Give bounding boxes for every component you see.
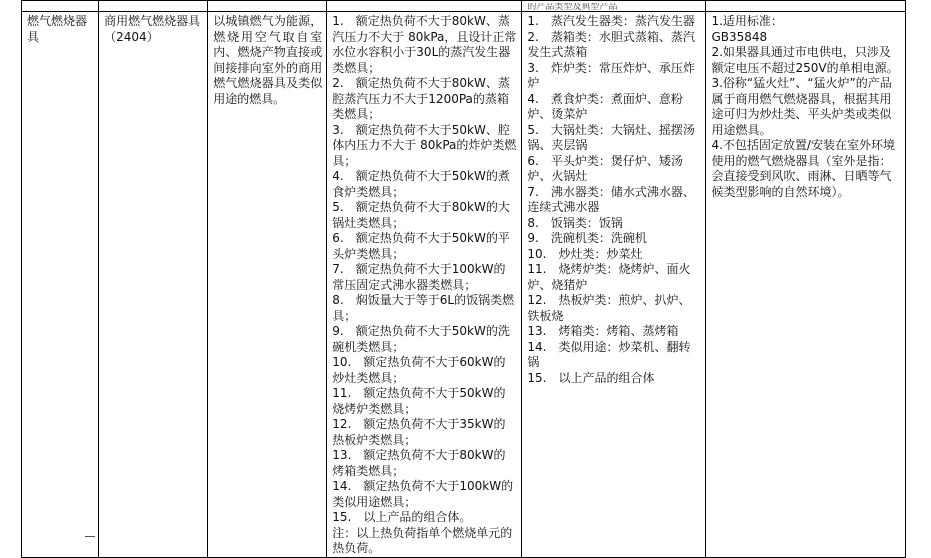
scope-cell xyxy=(327,12,522,558)
table-row-top-strip xyxy=(22,1,906,12)
top-strip-fragment: 的产品类型及典型产品 xyxy=(527,3,618,11)
note-item: 3.俗称“猛火灶”、“猛火炉”的产品属于商用燃气燃烧器具，根据其用途可归为炒灶类、平头炉类或类似用途燃具。 xyxy=(711,76,892,137)
note-item: 4.不包括固定放置/安装在室外环境使用的燃气燃烧器具（室外是指：会直接受到风吹、雨淋、日晒等气候类型影响的自然环境）。 xyxy=(711,138,895,199)
product-item: 10. 炒灶类：炒菜灶 xyxy=(527,246,643,261)
product-item: 14. 类似用途：炒菜机、翻转锅 xyxy=(527,339,691,369)
scope-note: 注：以上热负荷指单个燃烧单元的热负荷。 xyxy=(332,525,513,555)
scope-item: 5. 额定热负荷不大于80kW的大锅灶类燃具； xyxy=(332,200,510,230)
table-row xyxy=(22,12,906,558)
note-item: 1.适用标准： xyxy=(711,14,783,28)
page-edge-mark xyxy=(85,536,95,537)
top-strip-cell-1 xyxy=(22,1,99,12)
product-item: 12. 热板炉类：煎炉、扒炉、铁板烧 xyxy=(527,293,691,323)
scope-item: 7. 额定热负荷不大于100kW的常压固定式沸水器类燃具； xyxy=(332,262,506,292)
product-item: 7. 沸水器类：储水式沸水器、连续式沸水器 xyxy=(527,184,695,214)
product-item: 1. 蒸汽发生器类：蒸汽发生器 xyxy=(527,14,695,28)
scope-item: 9. 额定热负荷不大于50kW的洗碗机类燃具； xyxy=(332,324,510,354)
products-cell xyxy=(522,12,706,558)
definition-cell: 以城镇燃气为能源，燃烧用空气取自室内、燃烧产物直接或间接排向室外的商用燃气燃烧器具及类似用途的燃具。 xyxy=(208,12,327,558)
product-item: 4. 煮食炉类：煮面炉、意粉炉、烫菜炉 xyxy=(527,91,683,121)
scope-item: 1. 额定热负荷不大于80kW、蒸汽压力不大于 80kPa，且设计正常水位水容积小于30L的蒸汽发生器类燃具； xyxy=(332,14,517,75)
top-strip-cell-3 xyxy=(208,1,327,12)
scope-item: 15. 以上产品的组合体。 xyxy=(332,510,472,524)
top-strip-cell-4 xyxy=(327,1,522,12)
product-item: 13. 烤箱类：烤箱、蒸烤箱 xyxy=(527,324,679,338)
scope-item: 4. 额定热负荷不大于50kW的煮食炉类燃具； xyxy=(332,169,510,199)
category-cell: 燃气燃烧器具 xyxy=(22,12,99,558)
product-item: 5. 大锅灶类：大锅灶、摇摆汤锅、夹层锅 xyxy=(527,122,695,152)
product-item: 3. 炸炉类：常压炸炉、承压炸炉 xyxy=(527,60,695,90)
scope-item: 3. 额定热负荷不大于50kW、腔体内压力不大于 80kPa的炸炉类燃具； xyxy=(332,122,517,168)
top-strip-cell-5 xyxy=(522,1,706,12)
top-strip-cell-6 xyxy=(706,1,906,12)
product-item: 2. 蒸箱类：水胆式蒸箱、蒸汽发生式蒸箱 xyxy=(527,29,695,59)
scope-item: 12. 额定热负荷不大于35kW的热板炉类燃具； xyxy=(332,417,506,447)
product-item: 15. 以上产品的组合体 xyxy=(527,370,655,385)
scope-item: 8. 焖饭量大于等于6L的饭锅类燃具； xyxy=(332,293,515,323)
notes-cell xyxy=(706,12,906,558)
note-item: GB35848 xyxy=(711,29,768,44)
scope-item: 11. 额定热负荷不大于50kW的烧烤炉类燃具； xyxy=(332,386,506,416)
top-strip-cell-2 xyxy=(99,1,208,12)
scope-item: 14. 额定热负荷不大于100kW的类似用途燃具； xyxy=(332,479,514,509)
subcategory-cell: 商用燃气燃烧器具（2404） xyxy=(99,12,208,558)
product-item: 11. 烧烤炉类：烧烤炉、面火炉、烧猪炉 xyxy=(527,262,691,292)
scope-item: 13. 额定热负荷不大于80kW的烤箱类燃具； xyxy=(332,448,506,478)
scope-item: 2. 额定热负荷不大于80kW、蒸腔蒸汽压力不大于1200Pa的蒸箱类燃具； xyxy=(332,76,510,121)
note-item: 2.如果器具通过市电供电，只涉及额定电压不超过250V的单相电源。 xyxy=(711,45,899,75)
product-item: 8. 饭锅类：饭锅 xyxy=(527,215,623,230)
product-item: 6. 平头炉类：煲仔炉、矮汤炉、火锅灶 xyxy=(527,153,683,183)
catalogue-table xyxy=(21,0,906,558)
product-item: 9. 洗碗机类：洗碗机 xyxy=(527,231,647,245)
scope-item: 10. 额定热负荷不大于60kW的炒灶类燃具； xyxy=(332,355,506,385)
document-page xyxy=(21,0,906,555)
scope-item: 6. 额定热负荷不大于50kW的平头炉类燃具； xyxy=(332,231,510,261)
